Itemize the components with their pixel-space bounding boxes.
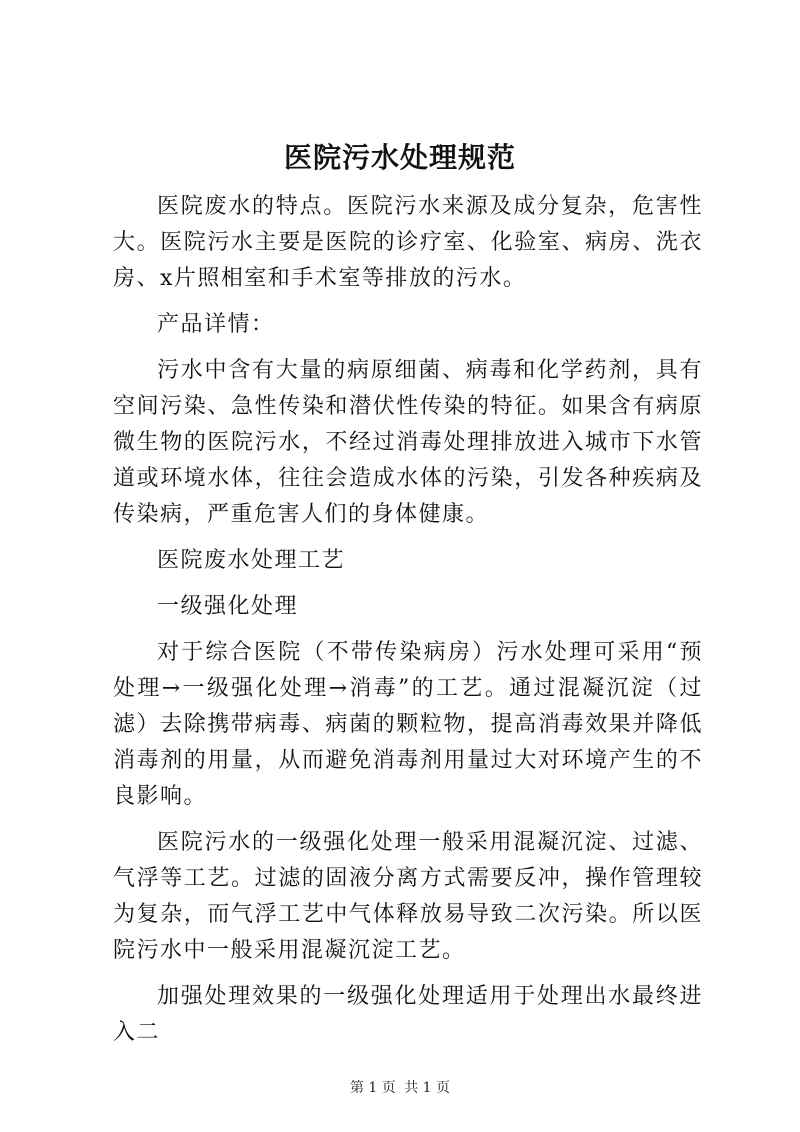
heading-treatment-process: 医院废水处理工艺: [157, 548, 346, 573]
page-total: 共 1 页: [404, 1080, 451, 1096]
page-footer: [0, 1078, 800, 1098]
page-number: 第 1 页: [349, 1080, 396, 1096]
paragraph-product-details: 产品详情：: [157, 312, 275, 337]
paragraph-characteristics: 医院废水的特点。医院污水来源及成分复杂，危害性大。医院污水主要是医院的诊疗室、化验室、病房、洗衣房、x片照相室和手术室等排放的污水。: [113, 194, 703, 291]
heading-primary-enhanced: 一级强化处理: [157, 594, 299, 619]
paragraph-pollution-hazards: 污水中含有大量的病原细菌、病毒和化学药剂，具有空间污染、急性传染和潜伏性传染的特征。如果含有病原微生物的医院污水，不经过消毒处理排放进入城市下水管道或环境水体，往往会造成水体的污染，引发各种疾病及传染病，严重危害人们的身体健康。: [113, 358, 703, 527]
paragraph-coagulation: 医院污水的一级强化处理一般采用混凝沉淀、过滤、气浮等工艺。过滤的固液分离方式需要反冲，操作管理较为复杂，而气浮工艺中气体释放易导致二次污染。所以医院污水中一般采用混凝沉淀工艺。: [113, 830, 703, 963]
document-body: [113, 189, 703, 1061]
paragraph-general-hospital: 对于综合医院（不带传染病房）污水处理可采用“预处理→一级强化处理→消毒”的工艺。通过混凝沉淀（过滤）去除携带病毒、病菌的颗粒物，提高消毒效果并降低消毒剂的用量，从而避免消毒剂用量过大对环境产生的不良影响。: [113, 640, 703, 809]
paragraph-enhanced-effect: 加强处理效果的一级强化处理适用于处理出水最终进入二: [113, 984, 703, 1045]
document-title: 医院污水处理规范: [283, 141, 516, 174]
